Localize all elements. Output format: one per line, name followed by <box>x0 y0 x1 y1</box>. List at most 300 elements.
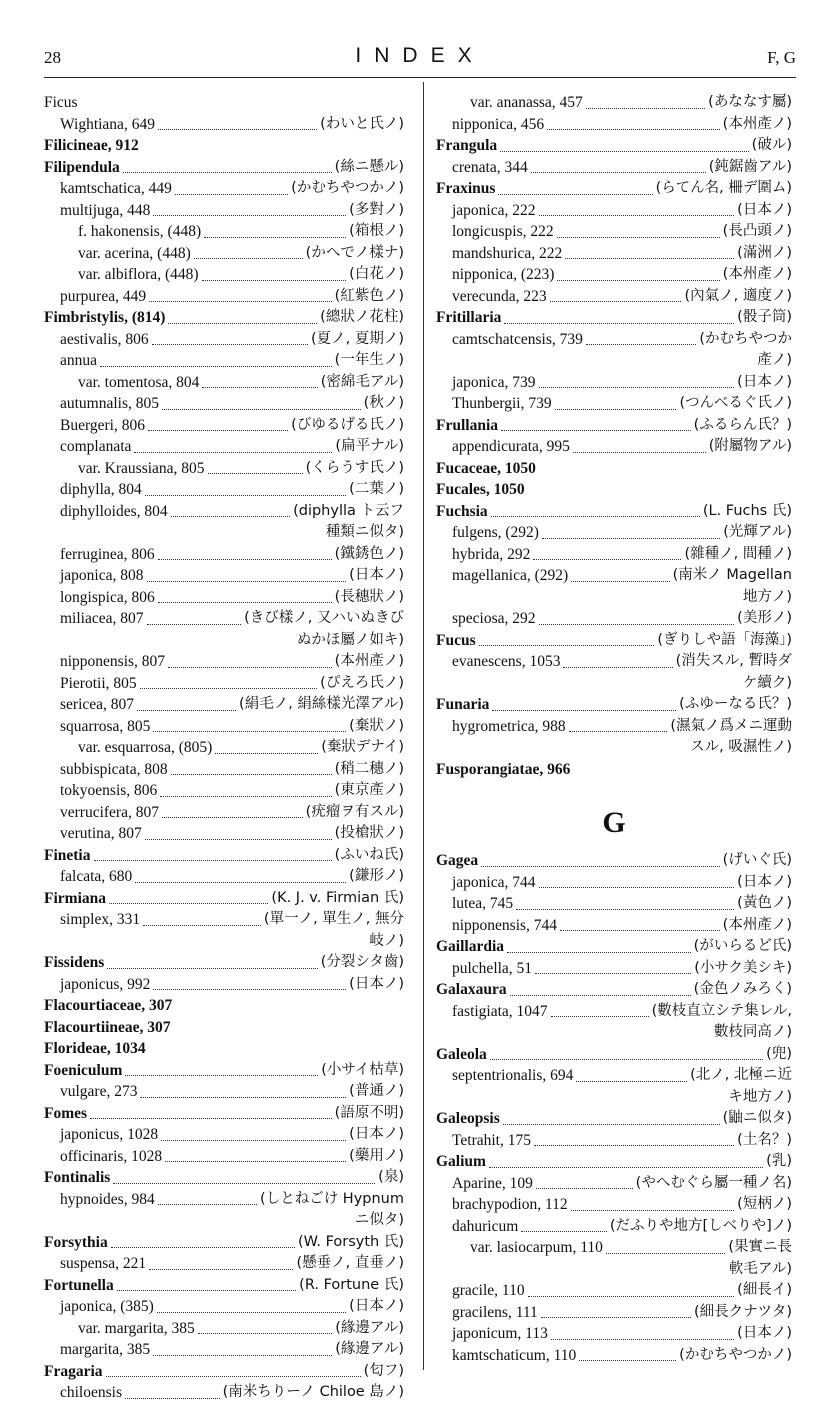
dot-leader <box>165 1161 346 1162</box>
dot-leader <box>158 129 317 130</box>
entry-gloss: (白花ノ) <box>349 266 404 282</box>
dot-leader <box>168 323 317 324</box>
dot-leader <box>198 1333 332 1334</box>
index-genus-entry <box>436 850 792 872</box>
dot-leader <box>521 1231 607 1232</box>
entry-term: Fissidens <box>44 954 105 971</box>
dot-leader <box>557 237 720 238</box>
entry-gloss: (やへむぐら屬一種ノ名) <box>635 1174 792 1191</box>
dot-leader <box>145 839 332 840</box>
index-species-entry <box>44 114 404 136</box>
dot-leader <box>490 1059 763 1060</box>
dot-leader <box>140 688 318 689</box>
entry-gloss: (K. J. v. Firmian 氏) <box>271 889 404 906</box>
index-species-entry <box>44 436 404 458</box>
entry-term: Funaria <box>436 696 490 713</box>
dot-leader <box>171 516 290 517</box>
entry-gloss: (藥用ノ) <box>349 1147 404 1164</box>
entry-term: Fomes <box>44 1104 88 1122</box>
entry-gloss: (本州產ノ) <box>722 115 792 132</box>
entry-gloss: (あななす屬) <box>708 94 792 110</box>
entry-gloss-continuation: 軟毛アル) <box>728 1260 792 1277</box>
section-letter-heading: G <box>602 806 626 839</box>
entry-term: Galium <box>436 1153 486 1170</box>
entry-term: diphylloides, 804 <box>60 502 168 520</box>
dot-leader <box>113 1183 375 1184</box>
entry-term: var. esquarrosa, (805) <box>78 739 213 756</box>
dot-leader <box>498 194 652 195</box>
entry-gloss: (日本ノ) <box>349 1126 404 1142</box>
dot-leader <box>111 1247 295 1248</box>
entry-gloss-continuation: ぬかほ屬ノ如キ) <box>296 631 404 648</box>
entry-term: Ficus <box>44 94 78 111</box>
index-genus-entry <box>436 1044 792 1066</box>
entry-gloss-continuation: 產ノ) <box>757 352 792 368</box>
entry-term: var. ananassa, 457 <box>470 94 583 111</box>
entry-term: ferruginea, 806 <box>60 545 155 563</box>
index-species-entry <box>436 114 792 136</box>
index-species-entry <box>436 1194 792 1216</box>
dot-leader <box>516 909 734 910</box>
entry-term: longispica, 806 <box>60 588 155 606</box>
entry-term: lutea, 745 <box>452 895 514 912</box>
dot-leader <box>533 559 681 560</box>
index-species-entry <box>44 716 404 738</box>
entry-term: Fucus <box>436 631 476 649</box>
entry-term: margarita, 385 <box>60 1341 151 1358</box>
index-species-entry <box>44 1189 404 1211</box>
index-species-entry <box>436 1173 792 1195</box>
index-genus-entry <box>44 1103 404 1125</box>
entry-term: Wightiana, 649 <box>60 115 155 133</box>
index-genus-entry <box>436 1151 792 1173</box>
entry-gloss: (緣邊アル) <box>335 1319 404 1336</box>
index-genus-entry <box>436 135 792 157</box>
entry-gloss: (疣瘤ヲ有スル) <box>305 803 404 820</box>
entry-term: nipponica, 456 <box>452 115 545 133</box>
entry-gloss-continuation: ケ續ク) <box>742 674 792 691</box>
entry-gloss: (かむちやつかノ) <box>679 1346 792 1363</box>
index-species-entry <box>436 651 792 673</box>
dot-leader <box>158 559 332 560</box>
index-species-entry <box>436 1302 792 1324</box>
entry-term: nipponensis, 744 <box>452 916 558 934</box>
entry-gloss: (密綿毛アル) <box>320 373 404 390</box>
dot-leader <box>106 1376 361 1377</box>
dot-leader <box>555 409 677 410</box>
entry-gloss: (きび樣ノ, 又ハいぬきび <box>244 610 404 626</box>
entry-term: nipponensis, 807 <box>60 653 166 670</box>
entry-gloss: (らてん名, 柵デ圍ム) <box>655 180 792 196</box>
entry-term: Florideae, 1034 <box>44 1040 146 1057</box>
index-species-entry <box>436 522 792 544</box>
dot-leader <box>161 1140 346 1141</box>
index-genus-entry <box>436 979 792 1001</box>
index-species-entry <box>436 221 792 243</box>
dot-leader <box>134 452 332 453</box>
entry-gloss: (乳) <box>766 1153 792 1169</box>
entry-gloss: (日本ノ) <box>737 1325 792 1341</box>
index-species-entry <box>44 393 404 415</box>
entry-term: subbispicata, 808 <box>60 760 168 778</box>
entry-term: autumnalis, 805 <box>60 395 160 412</box>
dot-leader <box>117 1290 296 1291</box>
entry-gloss: (本州產ノ) <box>334 653 404 669</box>
index-species-entry <box>436 893 792 915</box>
entry-gloss: (數枝直立シテ集レル, <box>651 1002 792 1019</box>
index-species-entry <box>436 565 792 587</box>
entry-gloss: (南米ノ Magellan <box>672 567 792 583</box>
dot-leader <box>539 215 735 216</box>
entry-gloss: (語原不明) <box>334 1104 404 1121</box>
entry-term: gracilens, 111 <box>452 1303 538 1321</box>
dot-leader <box>215 753 318 754</box>
dot-leader <box>202 280 347 281</box>
dot-leader <box>194 258 303 259</box>
dot-leader <box>162 409 361 410</box>
entry-gloss: (泉) <box>378 1169 404 1185</box>
entry-gloss: (黃色ノ) <box>737 895 792 911</box>
index-species-entry <box>436 716 792 738</box>
entry-gloss: (鎌形ノ) <box>349 868 404 884</box>
header-rule <box>44 77 796 78</box>
entry-gloss: (金色ノみろく) <box>693 981 792 997</box>
dot-leader <box>149 301 332 302</box>
entry-gloss: (濕氣ノ爲メニ運動 <box>670 717 792 734</box>
index-species-entry <box>436 200 792 222</box>
entry-term: evanescens, 1053 <box>452 653 561 670</box>
dot-leader <box>528 1296 735 1297</box>
entry-term: Fragaria <box>44 1362 103 1380</box>
index-species-entry <box>44 587 404 609</box>
index-genus-entry <box>436 415 792 437</box>
dot-leader <box>153 215 346 216</box>
dot-leader <box>479 645 655 646</box>
index-species-entry <box>44 759 404 781</box>
entry-term: Frangula <box>436 137 498 154</box>
page-title: INDEX <box>355 44 485 67</box>
entry-term: Forsythia <box>44 1233 108 1251</box>
dot-leader <box>534 1145 734 1146</box>
index-genus-entry <box>44 888 404 910</box>
entry-gloss: (投槍狀ノ) <box>334 825 404 841</box>
dot-leader <box>153 731 346 732</box>
index-genus-entry <box>44 157 404 179</box>
entry-gloss: (棄狀ノ) <box>349 717 404 734</box>
entry-gloss: (日本ノ) <box>349 567 404 583</box>
entry-gloss: (多對ノ) <box>349 201 404 218</box>
entry-term: miliacea, 807 <box>60 610 144 627</box>
entry-term: complanata <box>60 438 132 455</box>
index-genus-entry <box>436 936 792 958</box>
entry-term: diphylla, 804 <box>60 481 142 498</box>
index-genus-entry <box>44 995 404 1017</box>
entry-term: Fucaceae, 1050 <box>436 459 536 477</box>
index-species-entry <box>44 178 404 200</box>
index-species-entry <box>44 1081 404 1103</box>
entry-gloss: (稍二穗ノ) <box>334 760 404 777</box>
entry-gloss: (單一ノ, 單生ノ, 無分 <box>263 911 404 927</box>
entry-gloss: (美形ノ) <box>737 610 792 626</box>
entry-term: officinaris, 1028 <box>60 1147 163 1165</box>
entry-gloss: (ぴえろ氏ノ) <box>320 674 404 691</box>
entry-gloss: (紅紫色ノ) <box>334 287 404 304</box>
dot-leader <box>571 581 669 582</box>
entry-gloss: (細長イ) <box>737 1282 792 1298</box>
entry-gloss: (夏ノ, 夏期ノ) <box>310 330 404 347</box>
entry-term: hypnoides, 984 <box>60 1190 155 1208</box>
index-species-entry <box>44 1318 404 1340</box>
index-species-entry <box>44 651 404 673</box>
entry-gloss: (雜種ノ, 間種ノ) <box>684 545 792 562</box>
index-genus-entry <box>44 1038 404 1060</box>
entry-gloss: (かへでノ樣ナ) <box>305 244 404 261</box>
entry-term: japonicus, 1028 <box>60 1126 159 1143</box>
entry-gloss-continuation: ニ似タ) <box>354 1212 404 1228</box>
dot-leader <box>125 1398 220 1399</box>
index-species-entry <box>44 608 404 630</box>
entry-term: var. Kraussiana, 805 <box>78 459 205 477</box>
dot-leader <box>560 930 720 931</box>
dot-leader <box>501 430 691 431</box>
dot-leader <box>152 344 308 345</box>
entry-term: purpurea, 449 <box>60 287 147 305</box>
index-species-entry <box>436 1345 792 1367</box>
entry-term: var. tomentosa, 804 <box>78 373 200 391</box>
index-species-entry <box>44 479 404 501</box>
index-species-entry <box>44 1339 404 1361</box>
index-genus-entry <box>44 1361 404 1383</box>
index-genus-entry <box>44 1167 404 1189</box>
index-species-entry <box>44 823 404 845</box>
index-genus-entry <box>44 307 404 329</box>
entry-gloss: (鐵銹色ノ) <box>334 545 404 562</box>
entry-term: var. acerina, (448) <box>78 244 191 262</box>
index-genus-entry <box>44 1232 404 1254</box>
entry-gloss: (消失スル, 暫時ダ <box>675 653 792 669</box>
dot-leader <box>550 301 682 302</box>
index-species-entry <box>44 286 404 308</box>
entry-gloss: (L. Fuchs 氏) <box>702 502 792 519</box>
index-species-entry <box>44 694 404 716</box>
entry-term: japonica, (385) <box>60 1298 154 1315</box>
dot-leader <box>168 667 332 668</box>
entry-gloss: (ぎりしや語「海藻」) <box>657 631 792 648</box>
entry-term: sericea, 807 <box>60 696 135 713</box>
index-species-entry <box>44 802 404 824</box>
entry-term: verutina, 807 <box>60 825 142 842</box>
dot-leader <box>481 866 719 867</box>
dot-leader <box>541 1317 691 1318</box>
entry-gloss: (R. Fortune 氏) <box>299 1276 404 1293</box>
entry-gloss: (本州產ノ) <box>722 266 792 282</box>
index-species-entry <box>436 264 792 286</box>
index-species-entry <box>436 286 792 308</box>
entry-gloss: (W. Forsyth 氏) <box>298 1233 404 1250</box>
entry-term: Frullania <box>436 416 499 434</box>
index-species-entry <box>44 1253 404 1275</box>
entry-gloss: (二葉ノ) <box>349 481 404 497</box>
page-number: 28 <box>44 48 61 67</box>
entry-term: suspensa, 221 <box>60 1255 147 1272</box>
dot-leader <box>569 731 668 732</box>
dot-leader <box>507 952 691 953</box>
entry-term: Pierotii, 805 <box>60 674 137 692</box>
entry-gloss: (總狀ノ花柱) <box>320 309 404 325</box>
entry-term: Flacourtiaceae, 307 <box>44 997 173 1014</box>
dot-leader <box>492 710 676 711</box>
entry-gloss: (土名？) <box>737 1131 792 1148</box>
entry-gloss: (日本ノ) <box>349 975 404 992</box>
entry-term: japonica, 808 <box>60 567 144 584</box>
entry-term: Fucales, 1050 <box>436 481 525 498</box>
dot-leader <box>491 516 700 517</box>
dot-leader <box>557 280 719 281</box>
entry-term: vulgare, 273 <box>60 1083 138 1100</box>
entry-gloss: (長穗狀ノ) <box>334 588 404 605</box>
entry-term: Gaillardia <box>436 938 505 955</box>
entry-gloss: (日本ノ) <box>737 201 792 218</box>
dot-leader <box>571 1210 735 1211</box>
entry-term: japonicus, 992 <box>60 975 151 993</box>
entry-gloss: (緣邊アル) <box>335 1341 404 1357</box>
index-species-entry <box>436 872 792 894</box>
entry-gloss: (分裂シタ齒) <box>320 954 404 970</box>
index-species-entry <box>44 544 404 566</box>
entry-gloss: (つんべるぐ氏ノ) <box>679 395 792 411</box>
entry-gloss: (げいぐ氏) <box>722 852 792 868</box>
index-genus-entry <box>436 178 792 200</box>
dot-leader <box>145 495 346 496</box>
dot-leader <box>586 108 705 109</box>
entry-gloss: (滿洲ノ) <box>737 244 792 261</box>
entry-term: annua <box>60 352 98 369</box>
section-label: F, G <box>767 48 796 67</box>
entry-gloss: (長凸頭ノ) <box>722 223 792 239</box>
dot-leader <box>153 1355 332 1356</box>
index-genus-entry <box>436 694 792 716</box>
entry-gloss: (鈍鋸齒アル) <box>708 158 792 175</box>
entry-term: kamtschatica, 449 <box>60 180 172 197</box>
entry-term: var. albiflora, (448) <box>78 266 199 283</box>
entry-term: Galeola <box>436 1045 487 1063</box>
index-genus-entry <box>44 1275 404 1297</box>
entry-term: Fusporangiatae, 966 <box>436 760 571 778</box>
dot-leader <box>148 430 288 431</box>
entry-term: Aparine, 109 <box>452 1174 533 1192</box>
entry-gloss: (普通ノ) <box>349 1083 404 1099</box>
entry-term: falcata, 680 <box>60 868 133 885</box>
entry-gloss: (小サイ枯草) <box>321 1061 404 1078</box>
dot-leader <box>531 172 706 173</box>
dot-leader <box>158 1204 257 1205</box>
entry-term: japonicum, 113 <box>452 1325 548 1342</box>
entry-gloss: (秋ノ) <box>363 395 404 411</box>
dot-leader <box>536 1188 633 1189</box>
index-species-entry <box>436 393 792 415</box>
index-species-entry <box>436 1323 792 1345</box>
entry-gloss: (日本ノ) <box>349 1298 404 1314</box>
index-genus-entry <box>436 501 792 523</box>
column-divider <box>423 82 424 1370</box>
index-species-entry <box>436 1001 792 1023</box>
entry-term: crenata, 344 <box>452 158 528 176</box>
dot-leader <box>160 796 331 797</box>
index-species-entry <box>44 780 404 802</box>
entry-gloss: (小サク美シキ) <box>694 959 792 976</box>
index-species-entry <box>436 243 792 265</box>
entry-term: brachypodion, 112 <box>452 1196 568 1213</box>
index-genus-entry <box>436 759 792 781</box>
dot-leader <box>500 151 749 152</box>
index-species-entry <box>44 329 404 351</box>
entry-term: appendicurata, 995 <box>452 438 570 455</box>
index-species-entry <box>44 1382 404 1404</box>
index-species-entry <box>44 737 404 759</box>
dot-leader <box>147 581 347 582</box>
index-genus-entry <box>436 307 792 329</box>
index-species-entry <box>436 372 792 394</box>
index-species-entry <box>44 200 404 222</box>
index-genus-entry <box>44 92 404 114</box>
entry-term: verecunda, 223 <box>452 287 547 305</box>
dot-leader <box>123 172 332 173</box>
index-species-entry <box>436 329 792 351</box>
dot-leader <box>551 1339 734 1340</box>
dot-leader <box>510 995 691 996</box>
entry-gloss: (短柄ノ) <box>737 1196 792 1212</box>
index-species-entry <box>436 1237 792 1259</box>
dot-leader <box>504 323 734 324</box>
dot-leader <box>149 1269 293 1270</box>
dot-leader <box>539 387 735 388</box>
entry-gloss: (かむちやつか <box>699 330 792 347</box>
entry-gloss: (ふゆーなる氏？) <box>679 696 792 712</box>
entry-gloss: (本州產ノ) <box>722 916 792 933</box>
entry-gloss: (匂フ) <box>363 1362 404 1379</box>
index-species-entry <box>44 415 404 437</box>
entry-gloss: (細長クナツタ) <box>693 1303 792 1320</box>
entry-term: septentrionalis, 694 <box>452 1067 574 1084</box>
dot-leader <box>563 667 672 668</box>
entry-gloss: (だふりや地方[しべりや]ノ) <box>609 1217 792 1234</box>
index-species-entry <box>436 608 792 630</box>
entry-term: kamtschaticum, 110 <box>452 1346 577 1364</box>
index-species-entry <box>44 501 404 523</box>
entry-term: japonica, 222 <box>452 201 536 219</box>
entry-gloss: (かむちやつかノ) <box>291 180 404 196</box>
index-genus-entry <box>44 845 404 867</box>
index-genus-entry <box>436 458 792 480</box>
entry-gloss-continuation: 地方ノ) <box>742 588 792 605</box>
entry-term: aestivalis, 806 <box>60 330 149 348</box>
entry-term: Galaxaura <box>436 981 507 998</box>
entry-term: Fritillaria <box>436 309 502 326</box>
entry-term: Filicineae, 912 <box>44 137 139 154</box>
entry-term: Finetia <box>44 846 91 864</box>
dot-leader <box>565 258 734 259</box>
index-species-entry <box>44 1146 404 1168</box>
index-genus-entry <box>44 135 404 157</box>
entry-gloss: (內氣ノ, 適度ノ) <box>684 287 792 304</box>
dot-leader <box>143 925 261 926</box>
index-species-entry <box>436 436 792 458</box>
entry-term: Foeniculum <box>44 1061 123 1079</box>
index-species-entry <box>44 458 404 480</box>
index-species-entry <box>436 1216 792 1238</box>
entry-term: var. margarita, 385 <box>78 1319 195 1337</box>
entry-gloss: (絲ニ懸ル) <box>334 158 404 175</box>
